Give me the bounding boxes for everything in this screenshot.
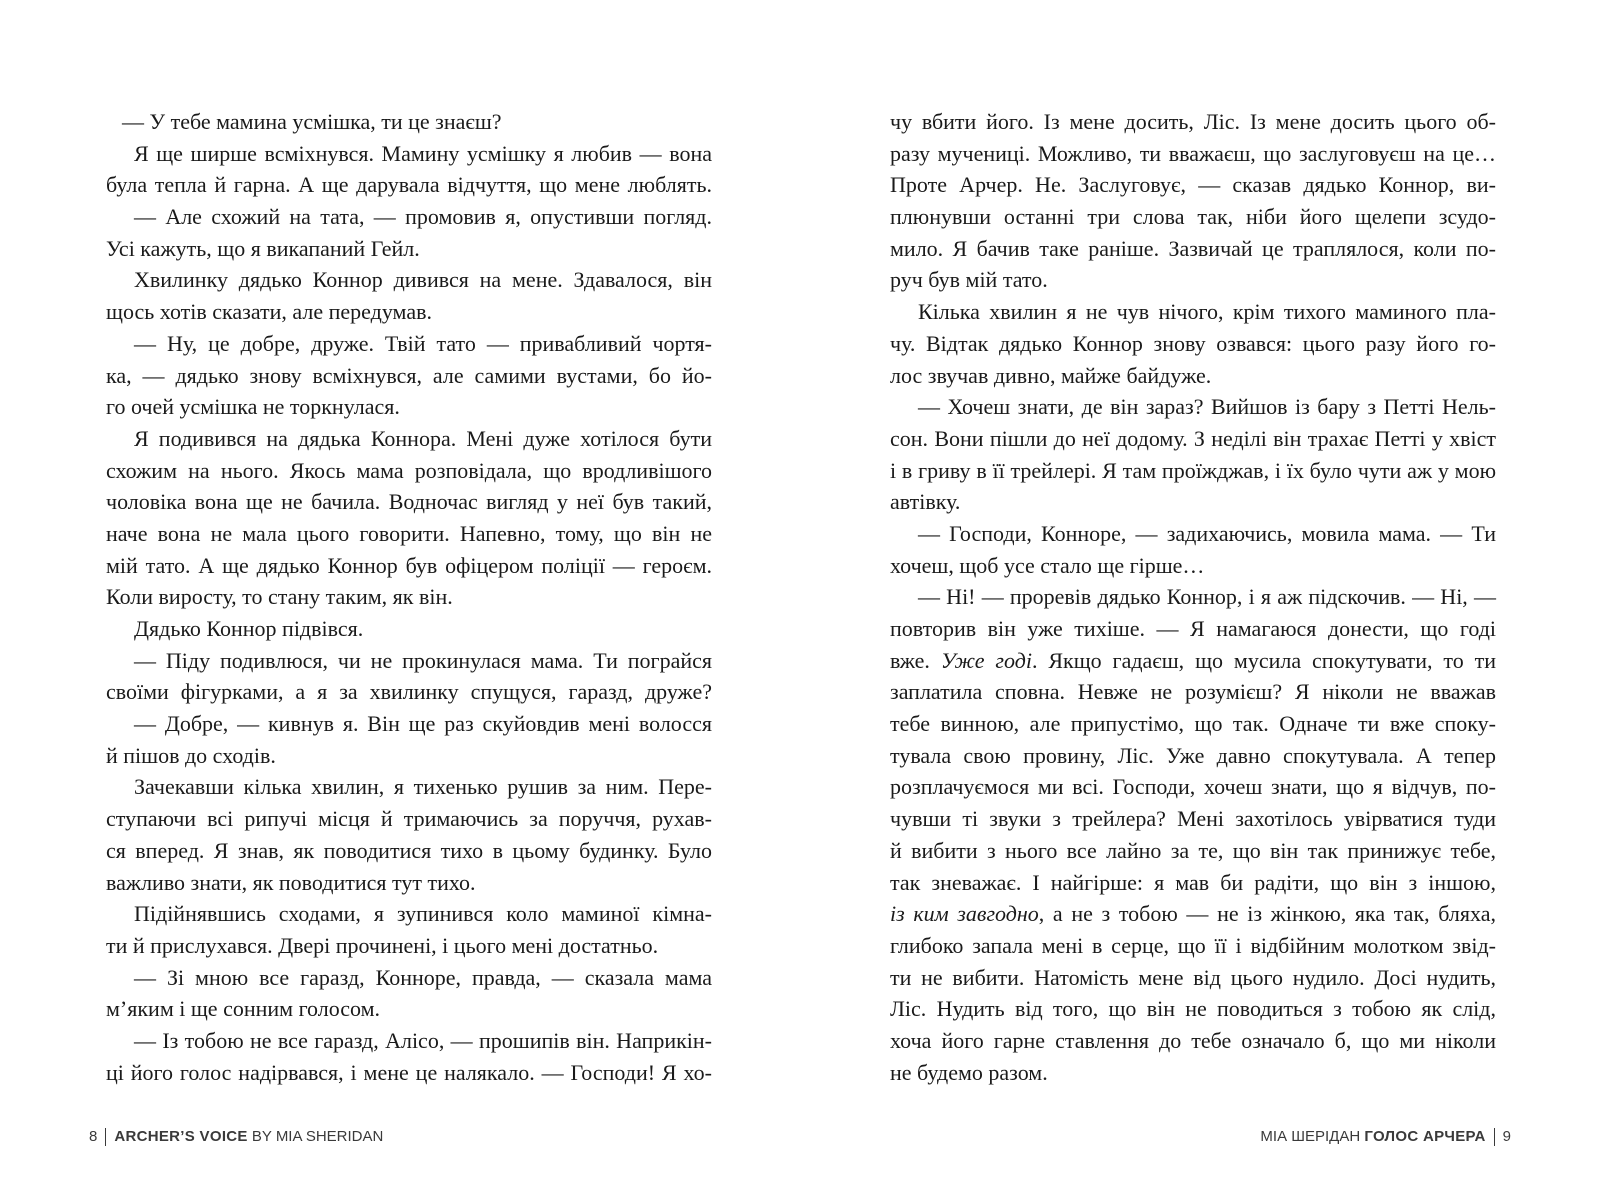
text-line: ти й прислухався. Двері прочинені, і цього мені достатньо. bbox=[106, 932, 659, 958]
text-line: була тепла й гарна. А ще дарувала відчуття, що мене люблять. bbox=[106, 172, 712, 198]
text-line: хоча його гарне ставлення до тебе означало б, що ми ніколи bbox=[890, 1027, 1496, 1053]
text-line bbox=[890, 898, 1496, 930]
italic-fragment: із ким завгодно bbox=[890, 901, 1039, 927]
text-line: — У тебе мамина усмішка, ти це знаєш? bbox=[122, 109, 502, 134]
page-number: 9 bbox=[1502, 1128, 1511, 1145]
page-footer bbox=[89, 1124, 383, 1150]
text-line: повторив він уже тихіше. — Я намагаюся донести, що годі bbox=[890, 616, 1496, 641]
text-line: ти не вибити. Натомість мене від цього нудило. Досі нудить, bbox=[890, 964, 1496, 990]
text-line: й пішов до сходів. bbox=[106, 742, 276, 768]
text-line: разу мучениці. Можливо, ти вважаєш, що заслуговуєш на це… bbox=[890, 140, 1496, 166]
text-line: розплачуємося ми всі. Господи, хочеш знати, що я відчув, по- bbox=[890, 774, 1496, 800]
text-line: — Але схожий на тата, — промовив я, опустивши погляд. bbox=[134, 204, 712, 230]
text-line: плюнувши останні три слова так, ніби його щелепи зсудо- bbox=[890, 204, 1496, 230]
text-line: Дядько Коннор підвівся. bbox=[134, 616, 364, 641]
text-line: — Із тобою не все гаразд, Алісо, — прошипів він. Наприкін- bbox=[134, 1027, 712, 1053]
text-line: го очей усмішка не торкнулася. bbox=[106, 394, 400, 420]
text-line: чувши ті звуки з трейлера? Мені захотілось увірватися туди bbox=[890, 806, 1496, 832]
text-line: Зачекавши кілька хвилин, я тихенько рушив за ним. Пере- bbox=[134, 774, 712, 800]
text-line: Хвилинку дядько Коннор дивився на мене. Здавалося, він bbox=[134, 267, 712, 293]
text-line: м’яким і ще сонним голосом. bbox=[106, 996, 381, 1022]
footer-divider bbox=[105, 1128, 106, 1146]
text-line: Проте Арчер. Не. Заслуговує, — сказав дядько Коннор, ви- bbox=[890, 172, 1496, 198]
book-title: ГОЛОС АРЧЕРА bbox=[1364, 1128, 1486, 1145]
text-line: лос звучав дивно, майже байдуже. bbox=[890, 362, 1212, 388]
text-line: Усі кажуть, що я викапаний Гейл. bbox=[106, 235, 420, 261]
text-line: — Ну, це добре, друже. Твій тато — привабливий чортя- bbox=[134, 330, 712, 356]
author-name: МІА ШЕРІДАН bbox=[1260, 1128, 1361, 1145]
text-line: не будемо разом. bbox=[890, 1059, 1048, 1085]
text-line: Підійнявшись сходами, я зупинився коло маминої кімна- bbox=[134, 901, 712, 927]
text-line: — Господи, Конноре, — задихаючись, мовила мама. — Ти bbox=[918, 520, 1496, 546]
text-line: чу вбити його. Із мене досить, Ліс. Із мене досить цього об- bbox=[890, 109, 1496, 134]
text-line: — Добре, — кивнув я. Він ще раз скуйовдив мені волосся bbox=[134, 711, 712, 737]
left-page-text bbox=[106, 106, 712, 1088]
text-line: — Зі мною все гаразд, Конноре, правда, — сказала мама bbox=[134, 964, 712, 990]
page-number: 8 bbox=[89, 1128, 98, 1145]
text-line: і в гриву в її трейлері. Я там проїжджав, і їх було чути аж у мою bbox=[890, 457, 1496, 483]
right-page-text bbox=[890, 106, 1496, 1088]
text-line: Ліс. Нудить від того, що він не поводиться з тобою як слід, bbox=[890, 996, 1496, 1022]
text-line: мій тато. А ще дядько Коннор був офіцером поліції — героєм. bbox=[106, 552, 712, 578]
text-line: так зневажає. І найгірше: я мав би радіти, що він з іншою, bbox=[890, 869, 1496, 895]
footer-divider bbox=[1494, 1128, 1495, 1146]
text-line: Кілька хвилин я не чув нічого, крім тихого маминого пла- bbox=[918, 299, 1496, 325]
text-line: чу. Відтак дядько Коннор знову озвався: цього разу його го- bbox=[890, 330, 1496, 356]
text-line: Я подивився на дядька Коннора. Мені дуже хотілося бути bbox=[134, 425, 712, 451]
text-line: сон. Вони пішли до неї додому. З неділі він трахає Петті у хвіст bbox=[890, 425, 1496, 451]
text-line: тувала свою провину, Ліс. Уже давно спокутувала. А тепер bbox=[890, 742, 1496, 768]
text-line bbox=[890, 645, 1496, 677]
page-footer bbox=[1260, 1124, 1511, 1150]
text-line: Коли виросту, то стану таким, як він. bbox=[106, 584, 453, 610]
italic-fragment: Уже годі bbox=[940, 647, 1032, 673]
text-line: схожим на нього. Якось мама розповідала, що вродливішого bbox=[106, 457, 712, 483]
text-line: й вибити з нього все лайно за те, що він так принижує тебе, bbox=[890, 837, 1496, 863]
right-page bbox=[800, 0, 1600, 1200]
text-line: ся вперед. Я знав, як поводитися тихо в цьому будинку. Було bbox=[106, 837, 712, 863]
text-line: наче вона не мала цього говорити. Напевно, тому, що він не bbox=[106, 520, 712, 546]
text-line: — Піду подивлюся, чи не прокинулася мама. Ти пограйся bbox=[134, 647, 712, 673]
author-name: BY MIA SHERIDAN bbox=[251, 1128, 384, 1145]
text-line: ка, — дядько знову всміхнувся, але самими вустами, бо йо- bbox=[106, 362, 712, 388]
text-line: ступаючи всі рипучі місця й тримаючись за поруччя, рухав- bbox=[106, 806, 712, 832]
text-line: щось хотів сказати, але передумав. bbox=[106, 299, 432, 325]
text-line: мило. Я бачив таке раніше. Зазвичай це траплялося, коли по- bbox=[890, 235, 1496, 261]
text-line: чоловіка вона ще не бачила. Водночас вигляд у неї був такий, bbox=[106, 489, 712, 515]
text-line: важливо знати, як поводитися тут тихо. bbox=[106, 869, 476, 895]
text-fragment: , а не з тобою — не із жінкою, яка так, бляха, bbox=[1038, 901, 1496, 927]
text-line: — Ні! — проревів дядько Коннор, і я аж підскочив. — Ні, — bbox=[918, 584, 1496, 610]
text-line: — Хочеш знати, де він зараз? Вийшов із бару з Петті Нель- bbox=[918, 394, 1496, 420]
text-line: Я ще ширше всміхнувся. Мамину усмішку я любив — вона bbox=[134, 140, 712, 166]
text-line: руч був мій тато. bbox=[890, 267, 1048, 293]
text-line: заплатила сповна. Невже не розумієш? Я ніколи не вважав bbox=[890, 679, 1496, 705]
text-line: автівку. bbox=[890, 489, 961, 515]
text-line: хочеш, щоб усе стало ще гірше… bbox=[890, 552, 1205, 578]
text-line: тебе винною, але припустімо, що так. Одначе ти вже споку- bbox=[890, 711, 1496, 737]
text-line: ці його голос надірвався, і мене це налякало. — Господи! Я хо- bbox=[106, 1059, 712, 1085]
text-line: глибоко запала мені в серце, що її і відбійним молотком звід- bbox=[890, 932, 1496, 958]
text-line: своїми фігурками, а я за хвилинку спущуся, гаразд, друже? bbox=[106, 679, 712, 705]
text-fragment: . Якщо гадаєш, що мусила спокутувати, то ти bbox=[1031, 647, 1496, 673]
text-fragment: вже. bbox=[890, 647, 941, 673]
book-title: ARCHER’S VOICE bbox=[114, 1128, 248, 1145]
